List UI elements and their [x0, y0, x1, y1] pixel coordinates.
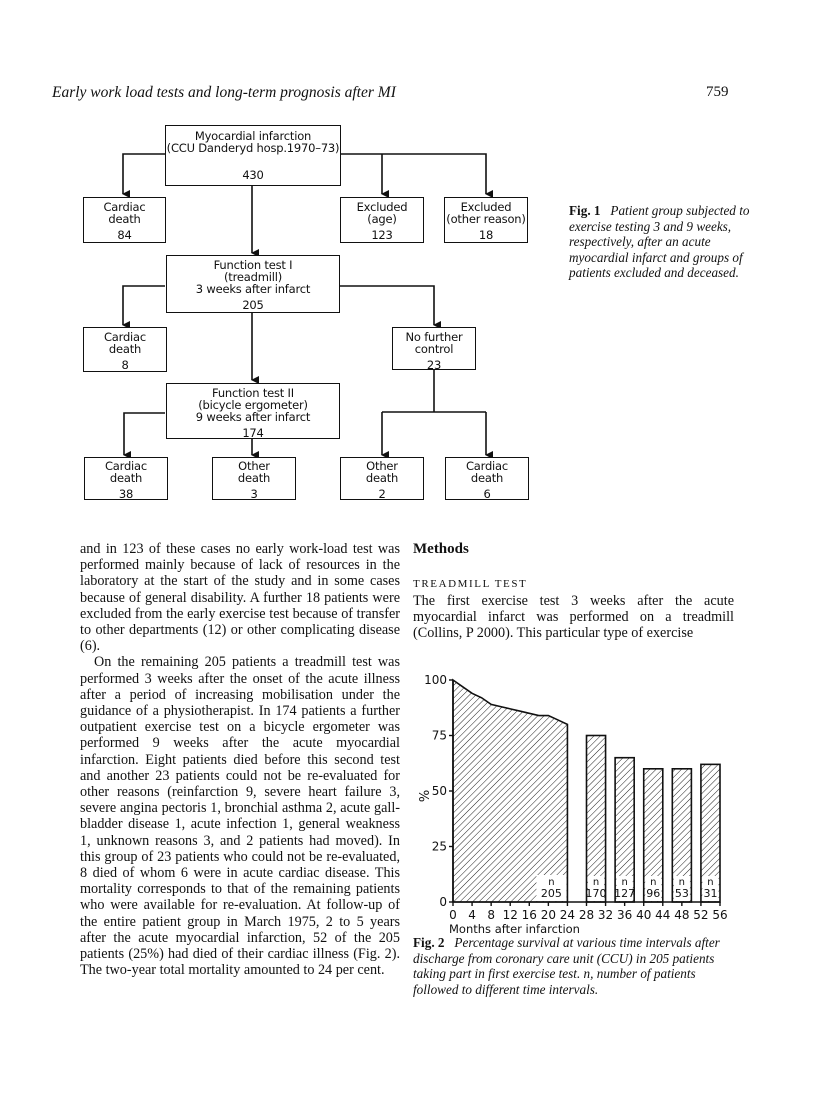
paragraph: The first exercise test 3 weeks after the acute myocardial infarct was performed on a treadmill (Collins, P 2000). This particular type of exercise — [413, 593, 734, 642]
n-label: n — [650, 877, 657, 888]
x-tick-label: 40 — [636, 908, 652, 922]
n-label: n — [707, 877, 714, 888]
left-column — [80, 541, 400, 978]
x-tick-label: 4 — [468, 908, 476, 922]
paragraph: and in 123 of these cases no early work-load test was performed mainly because of lack of resources in the laboratory at the start of the study and in some cases because of general disability. A further 18 patients were excluded from the early exercise test because of transfer to other departments (12) or other complicating disease (6). — [80, 541, 400, 655]
n-value: 31 — [703, 887, 718, 900]
x-tick-label: 52 — [693, 908, 709, 922]
connector-mi-to-excluded — [340, 154, 486, 194]
survival-chart — [405, 670, 745, 945]
y-tick-label: 25 — [431, 839, 447, 854]
x-tick-label: 36 — [617, 908, 633, 922]
y-tick-label: 50 — [431, 784, 447, 798]
n-label: n — [548, 877, 555, 888]
x-tick-label: 28 — [578, 908, 595, 922]
n-value: 170 — [585, 887, 607, 900]
box-excluded-age: Excluded (age) 123 — [340, 197, 424, 243]
page-number: 759 — [706, 84, 729, 100]
x-tick-label: 12 — [502, 908, 518, 922]
box-cardiac-death-6: Cardiac death 6 — [445, 457, 529, 500]
y-axis-label: % — [418, 789, 433, 803]
x-tick-label: 8 — [487, 908, 495, 922]
y-tick-label: 75 — [431, 728, 447, 743]
box-cardiac-death-84: Cardiac death 84 — [83, 197, 166, 243]
n-value: 53 — [674, 887, 689, 900]
n-label: n — [621, 877, 628, 888]
x-tick-label: 48 — [674, 908, 690, 922]
box-function-test-2: Function test II (bicycle ergometer) 9 weeks after infarct 174 — [166, 383, 340, 439]
right-column — [413, 593, 734, 642]
box-function-test-1: Function test I (treadmill) 3 weeks after infarct 205 — [166, 255, 340, 313]
x-tick-label: 20 — [540, 908, 556, 922]
subsection-heading-treadmill: TREADMILL TEST — [413, 578, 528, 590]
x-tick-label: 24 — [559, 908, 576, 922]
n-value: 127 — [614, 887, 636, 900]
n-value: 96 — [646, 887, 661, 900]
y-tick-label: 100 — [424, 673, 447, 687]
figure1-caption-text: Patient group subjected to exercise testing 3 and 9 weeks, respectively, after an acute myocardial infarct and groups of patients excluded and deceased. — [569, 203, 750, 280]
box-excluded-other: Excluded (other reason) 18 — [444, 197, 528, 243]
figure1-caption — [569, 203, 769, 281]
box-other-death-3: Other death 3 — [212, 457, 296, 500]
paragraph: On the remaining 205 patients a treadmill test was performed 3 weeks after the onset of the acute illness after a period of increasing mobilisation under the guidance of a physiotherapist. In 174 patients a further outpatient exercise test on a bicycle ergometer was performed 9 weeks after the acute myocardial infarction. Eight patients died before this second test and another 23 patients could not be re-evaluated for other reasons (reinfarction 9, severe heart failure 3, severe angina pectoris 1, bronchial asthma 2, acute gall-bladder disease 1, acute infection 1, general weakness 1, unknown reasons 3, and 2 patients had moved). In this group of 23 patients who could not be re-evaluated, 8 died of whom 6 were in acute cardiac disease. This mortality corresponds to that of the remaining patients who were available for re-evaluation. At follow-up of the entire patient group in March 1975, 2 to 5 years after the acute myocardial infarction, 52 of the 205 patients (25%) had died of their cardiac illness (Fig. 2). The two-year total mortality amounted to 24 per cent. — [80, 654, 400, 979]
box-cardiac-death-8: Cardiac death 8 — [83, 327, 167, 372]
connector-ft2-to-cardiac-death — [124, 413, 165, 455]
figure1-label: Fig. 1 — [569, 203, 601, 218]
y-tick-label: 0 — [439, 895, 447, 909]
x-tick-label: 0 — [449, 908, 457, 922]
x-tick-label: 56 — [712, 908, 728, 922]
connector-ft1-to-cardiac-death — [123, 286, 165, 325]
survival-area — [453, 680, 567, 902]
x-tick-label: 44 — [655, 908, 671, 922]
connector-mi-to-cardiac-death — [123, 154, 165, 194]
x-tick-label: 32 — [597, 908, 614, 922]
n-value: 205 — [540, 887, 562, 900]
connector-ft1-to-no-further-control — [340, 286, 434, 325]
figure2-label: Fig. 2 — [413, 935, 445, 950]
running-title: Early work load tests and long-term prognosis after MI — [52, 84, 396, 101]
x-axis-label: Months after infarction — [449, 922, 580, 936]
figure2-caption-text: Percentage survival at various time intervals after discharge from coronary care unit (CCU) in 205 patients taking part in first exercise test. n, number of patients followed to different time intervals. — [413, 935, 720, 997]
box-myocardial-infarction: Myocardial infarction (CCU Danderyd hosp.1970–73) 430 — [165, 125, 341, 186]
box-no-further-control: No further control 23 — [392, 327, 476, 370]
box-other-death-2: Other death 2 — [340, 457, 424, 500]
section-heading-methods: Methods — [413, 541, 469, 557]
box-cardiac-death-38: Cardiac death 38 — [84, 457, 168, 500]
n-label: n — [592, 877, 600, 888]
x-tick-label: 16 — [521, 908, 537, 922]
n-label: n — [678, 877, 686, 888]
figure2-caption — [413, 935, 738, 997]
